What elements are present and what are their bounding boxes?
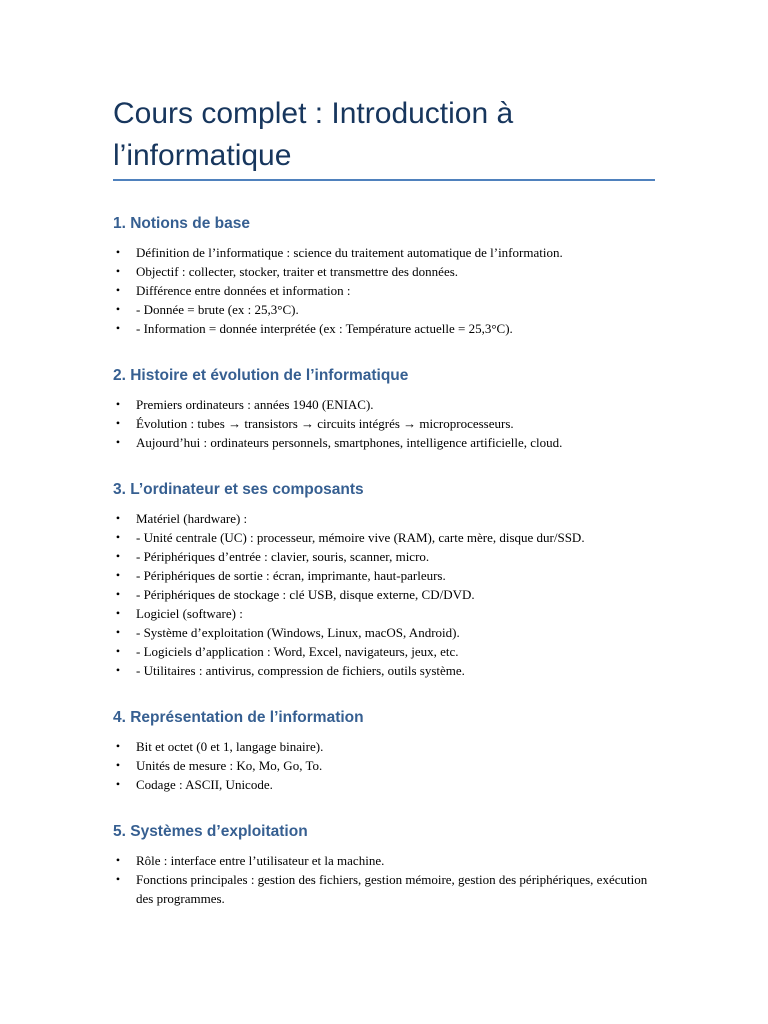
section-heading: 5. Systèmes d’exploitation — [113, 823, 308, 840]
list-item-text: - Information = donnée interprétée (ex : Température actuelle = 25,3°C). — [136, 321, 513, 336]
list-item — [113, 395, 673, 414]
list-item — [113, 775, 673, 794]
bullet-icon: • — [115, 283, 121, 297]
list-item — [113, 623, 673, 642]
list-item-text: Matériel (hardware) : — [136, 511, 248, 526]
bullet-icon: • — [115, 777, 121, 791]
list-item — [113, 756, 673, 775]
list-item — [113, 300, 673, 319]
list-item — [113, 851, 673, 870]
bullet-icon: • — [115, 435, 121, 449]
bullet-icon: • — [115, 416, 121, 430]
list-item-text: - Périphériques de stockage : clé USB, disque externe, CD/DVD. — [136, 587, 475, 602]
bullet-icon: • — [115, 587, 121, 601]
bullet-icon: • — [115, 644, 121, 658]
list-item — [113, 566, 673, 585]
list-item — [113, 604, 673, 623]
document-title: Cours complet : Introduction à l’informatique — [113, 97, 514, 172]
list-item-text: Bit et octet (0 et 1, langage binaire). — [136, 739, 324, 754]
bullet-icon: • — [115, 264, 121, 278]
list-item-text: Aujourd’hui : ordinateurs personnels, smartphones, intelligence artificielle, cloud. — [136, 435, 563, 450]
bullet-icon: • — [115, 530, 121, 544]
list-item — [113, 243, 673, 262]
list-item — [113, 585, 673, 604]
bullet-icon: • — [115, 625, 121, 639]
section-heading: 3. L’ordinateur et ses composants — [113, 481, 364, 498]
list-item — [113, 509, 673, 528]
bullet-icon: • — [115, 853, 121, 867]
section-representation — [113, 705, 673, 794]
list-item — [113, 319, 673, 338]
list-item-text: - Périphériques d’entrée : clavier, souris, scanner, micro. — [136, 549, 430, 564]
list-item-text: Définition de l’informatique : science du traitement automatique de l’information. — [136, 245, 563, 260]
bullet-list — [113, 737, 673, 794]
bullet-icon: • — [115, 321, 121, 335]
list-item-text: - Système d’exploitation (Windows, Linux, macOS, Android). — [136, 625, 460, 640]
section-heading: 1. Notions de base — [113, 215, 250, 232]
bullet-icon: • — [115, 872, 121, 886]
list-item-text: - Logiciels d’application : Word, Excel, navigateurs, jeux, etc. — [136, 644, 459, 659]
section-notions-de-base — [113, 211, 673, 338]
list-item — [113, 281, 673, 300]
list-item — [113, 262, 673, 281]
bullet-icon: • — [115, 397, 121, 411]
section-histoire — [113, 363, 673, 452]
section-systemes-exploitation — [113, 819, 673, 908]
list-item-text: - Unité centrale (UC) : processeur, mémoire vive (RAM), carte mère, disque dur/SSD. — [136, 530, 585, 545]
bullet-icon: • — [115, 739, 121, 753]
list-item-text: - Utilitaires : antivirus, compression de fichiers, outils système. — [136, 663, 465, 678]
list-item-text: - Périphériques de sortie : écran, imprimante, haut-parleurs. — [136, 568, 446, 583]
bullet-icon: • — [115, 568, 121, 582]
list-item-text: Différence entre données et information : — [136, 283, 351, 298]
list-item — [113, 528, 673, 547]
bullet-icon: • — [115, 663, 121, 677]
section-heading: 2. Histoire et évolution de l’informatique — [113, 367, 409, 384]
list-item — [113, 737, 673, 756]
list-item-text: Objectif : collecter, stocker, traiter et transmettre des données. — [136, 264, 459, 279]
bullet-icon: • — [115, 302, 121, 316]
bullet-icon: • — [115, 549, 121, 563]
list-item — [113, 661, 673, 680]
bullet-icon: • — [115, 511, 121, 525]
list-item-text: - Donnée = brute (ex : 25,3°C). — [136, 302, 299, 317]
list-item — [113, 642, 673, 661]
list-item-text: Codage : ASCII, Unicode. — [136, 777, 273, 792]
list-item — [113, 414, 673, 433]
list-item-text: Premiers ordinateurs : années 1940 (ENIAC). — [136, 397, 374, 412]
list-item — [113, 433, 673, 452]
bullet-icon: • — [115, 606, 121, 620]
section-heading: 4. Représentation de l’information — [113, 709, 364, 726]
list-item-text: Évolution : tubes → transistors → circuits intégrés → microprocesseurs. — [136, 416, 514, 431]
bullet-list — [113, 509, 673, 680]
list-item-text: Fonctions principales : gestion des fichiers, gestion mémoire, gestion des périphériques, exécution des programmes. — [136, 872, 648, 906]
list-item — [113, 870, 661, 908]
list-item-text: Rôle : interface entre l’utilisateur et la machine. — [136, 853, 385, 868]
list-item-text: Unités de mesure : Ko, Mo, Go, To. — [136, 758, 323, 773]
bullet-list — [113, 395, 673, 452]
bullet-icon: • — [115, 245, 121, 259]
bullet-icon: • — [115, 758, 121, 772]
list-item — [113, 547, 673, 566]
title-underline — [113, 179, 655, 181]
list-item-text: Logiciel (software) : — [136, 606, 243, 621]
bullet-list — [113, 243, 673, 338]
section-ordinateur — [113, 477, 673, 680]
bullet-list — [113, 851, 673, 908]
